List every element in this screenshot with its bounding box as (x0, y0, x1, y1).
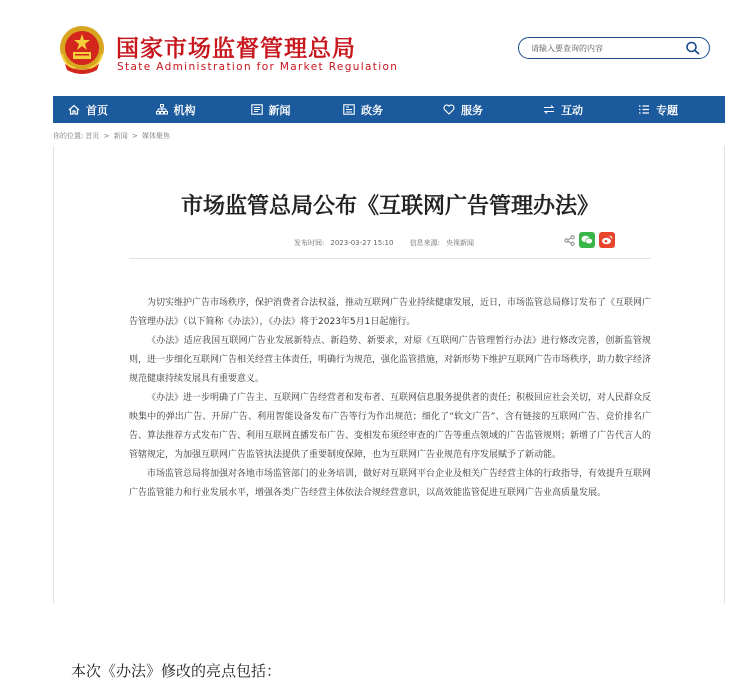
article-paragraph: 《办法》适应我国互联网广告业发展新特点、新趋势、新要求，对原《互联网广告管理暂行办法》进行修改完善，创新监管规则，进一步细化互联网广告相关经营主体责任，明确行为规范，强化监管措施，对新形势下维护互联网广告市场秩序，助力数字经济规范健康持续发展具有重要意义。 (129, 336, 652, 384)
site-title-en[interactable]: State Administration for Market Regulation (117, 61, 399, 73)
breadcrumb-prefix: 你的位置: (53, 132, 84, 140)
published-label: 发布时间: (294, 239, 325, 247)
article-paragraph: 为切实维护广告市场秩序，保护消费者合法权益，推动互联网广告业持续健康发展，近日，市场监管总局修订发布了《互联网广告管理办法》（以下简称《办法》），《办法》将于2023年5月1日起施行。 (129, 298, 652, 327)
main-nav (53, 96, 725, 123)
breadcrumb (53, 131, 172, 141)
national-emblem-icon[interactable] (57, 24, 107, 76)
nav-item-interaction[interactable] (513, 96, 613, 123)
nav-label: 互动 (561, 103, 583, 117)
article-paragraph: 市场监管总局将加强对各地市场监管部门的业务培训，做好对互联网平台企业及相关广告经营主体的行政指导，有效提升互联网广告监管能力和行业发展水平，增强各类广告经营主体依法合规经营意识，以高效能监管促进互联网广告业高质量发展。 (129, 469, 652, 498)
nav-label: 专题 (656, 103, 678, 117)
published-time: 2023-03-27 15:10 (330, 239, 394, 247)
wechat-share-button[interactable] (579, 232, 595, 248)
nav-item-news[interactable] (228, 96, 313, 123)
nav-label: 首页 (86, 103, 108, 117)
breadcrumb-item-news[interactable]: 新闻 (113, 132, 128, 140)
weibo-icon (601, 235, 613, 245)
site-header (0, 0, 750, 96)
search-box (518, 37, 710, 59)
nav-item-org[interactable] (123, 96, 228, 123)
wechat-icon (581, 235, 593, 245)
nav-label: 政务 (361, 103, 383, 117)
breadcrumb-item-home[interactable]: 首页 (85, 132, 100, 140)
breadcrumb-separator: > (103, 132, 110, 140)
article-meta (294, 238, 480, 248)
article-body (129, 294, 651, 503)
weibo-share-button[interactable] (599, 232, 615, 248)
share-bar (564, 232, 615, 248)
share-icon (564, 235, 575, 246)
document-icon (343, 104, 355, 115)
nav-item-service[interactable] (413, 96, 513, 123)
article-title: 市场监管总局公布《互联网广告管理办法》 (180, 194, 599, 219)
list-icon (638, 104, 650, 115)
news-icon (251, 104, 263, 115)
article-paragraph: 《办法》进一步明确了广告主、互联网广告经营者和发布者、互联网信息服务提供者的责任；积极回应社会关切，对人民群众反映集中的弹出广告、开屏广告、利用智能设备发布广告等行为作出规范；细化了“软文广告”、含有链接的互联网广告、竞价排名广告、算法推荐方式发布广告、利用互联网直播发布广告、变相发布须经审查的广告等重点领域的广告监管规则；新增了广告代言人的管辖规定，为加强互联网广告监管执法提供了重要制度保障，也为互联网广告业规范有序发展赋予了新动能。 (129, 393, 652, 460)
source-label: 信息来源: (409, 239, 441, 247)
search-input[interactable] (531, 41, 681, 55)
nav-item-government[interactable] (313, 96, 413, 123)
nav-item-home[interactable] (53, 96, 123, 123)
search-icon[interactable] (685, 41, 701, 55)
breadcrumb-item-media[interactable]: 媒体聚焦 (142, 132, 171, 140)
meta-divider (129, 258, 651, 259)
nav-item-topics[interactable] (613, 96, 703, 123)
site-title-cn[interactable]: 国家市场监督管理总局 (116, 36, 356, 62)
swap-arrows-icon (543, 104, 555, 115)
article-card (53, 146, 725, 604)
org-chart-icon (156, 104, 168, 115)
nav-label: 机构 (173, 103, 196, 117)
breadcrumb-separator: > (131, 132, 138, 140)
home-icon (68, 104, 80, 115)
caption-text: 本次《办法》修改的亮点包括： (71, 662, 282, 680)
nav-label: 新闻 (268, 103, 291, 117)
heart-icon (443, 104, 455, 115)
source-name: 央视新闻 (446, 239, 475, 247)
nav-label: 服务 (461, 103, 483, 117)
